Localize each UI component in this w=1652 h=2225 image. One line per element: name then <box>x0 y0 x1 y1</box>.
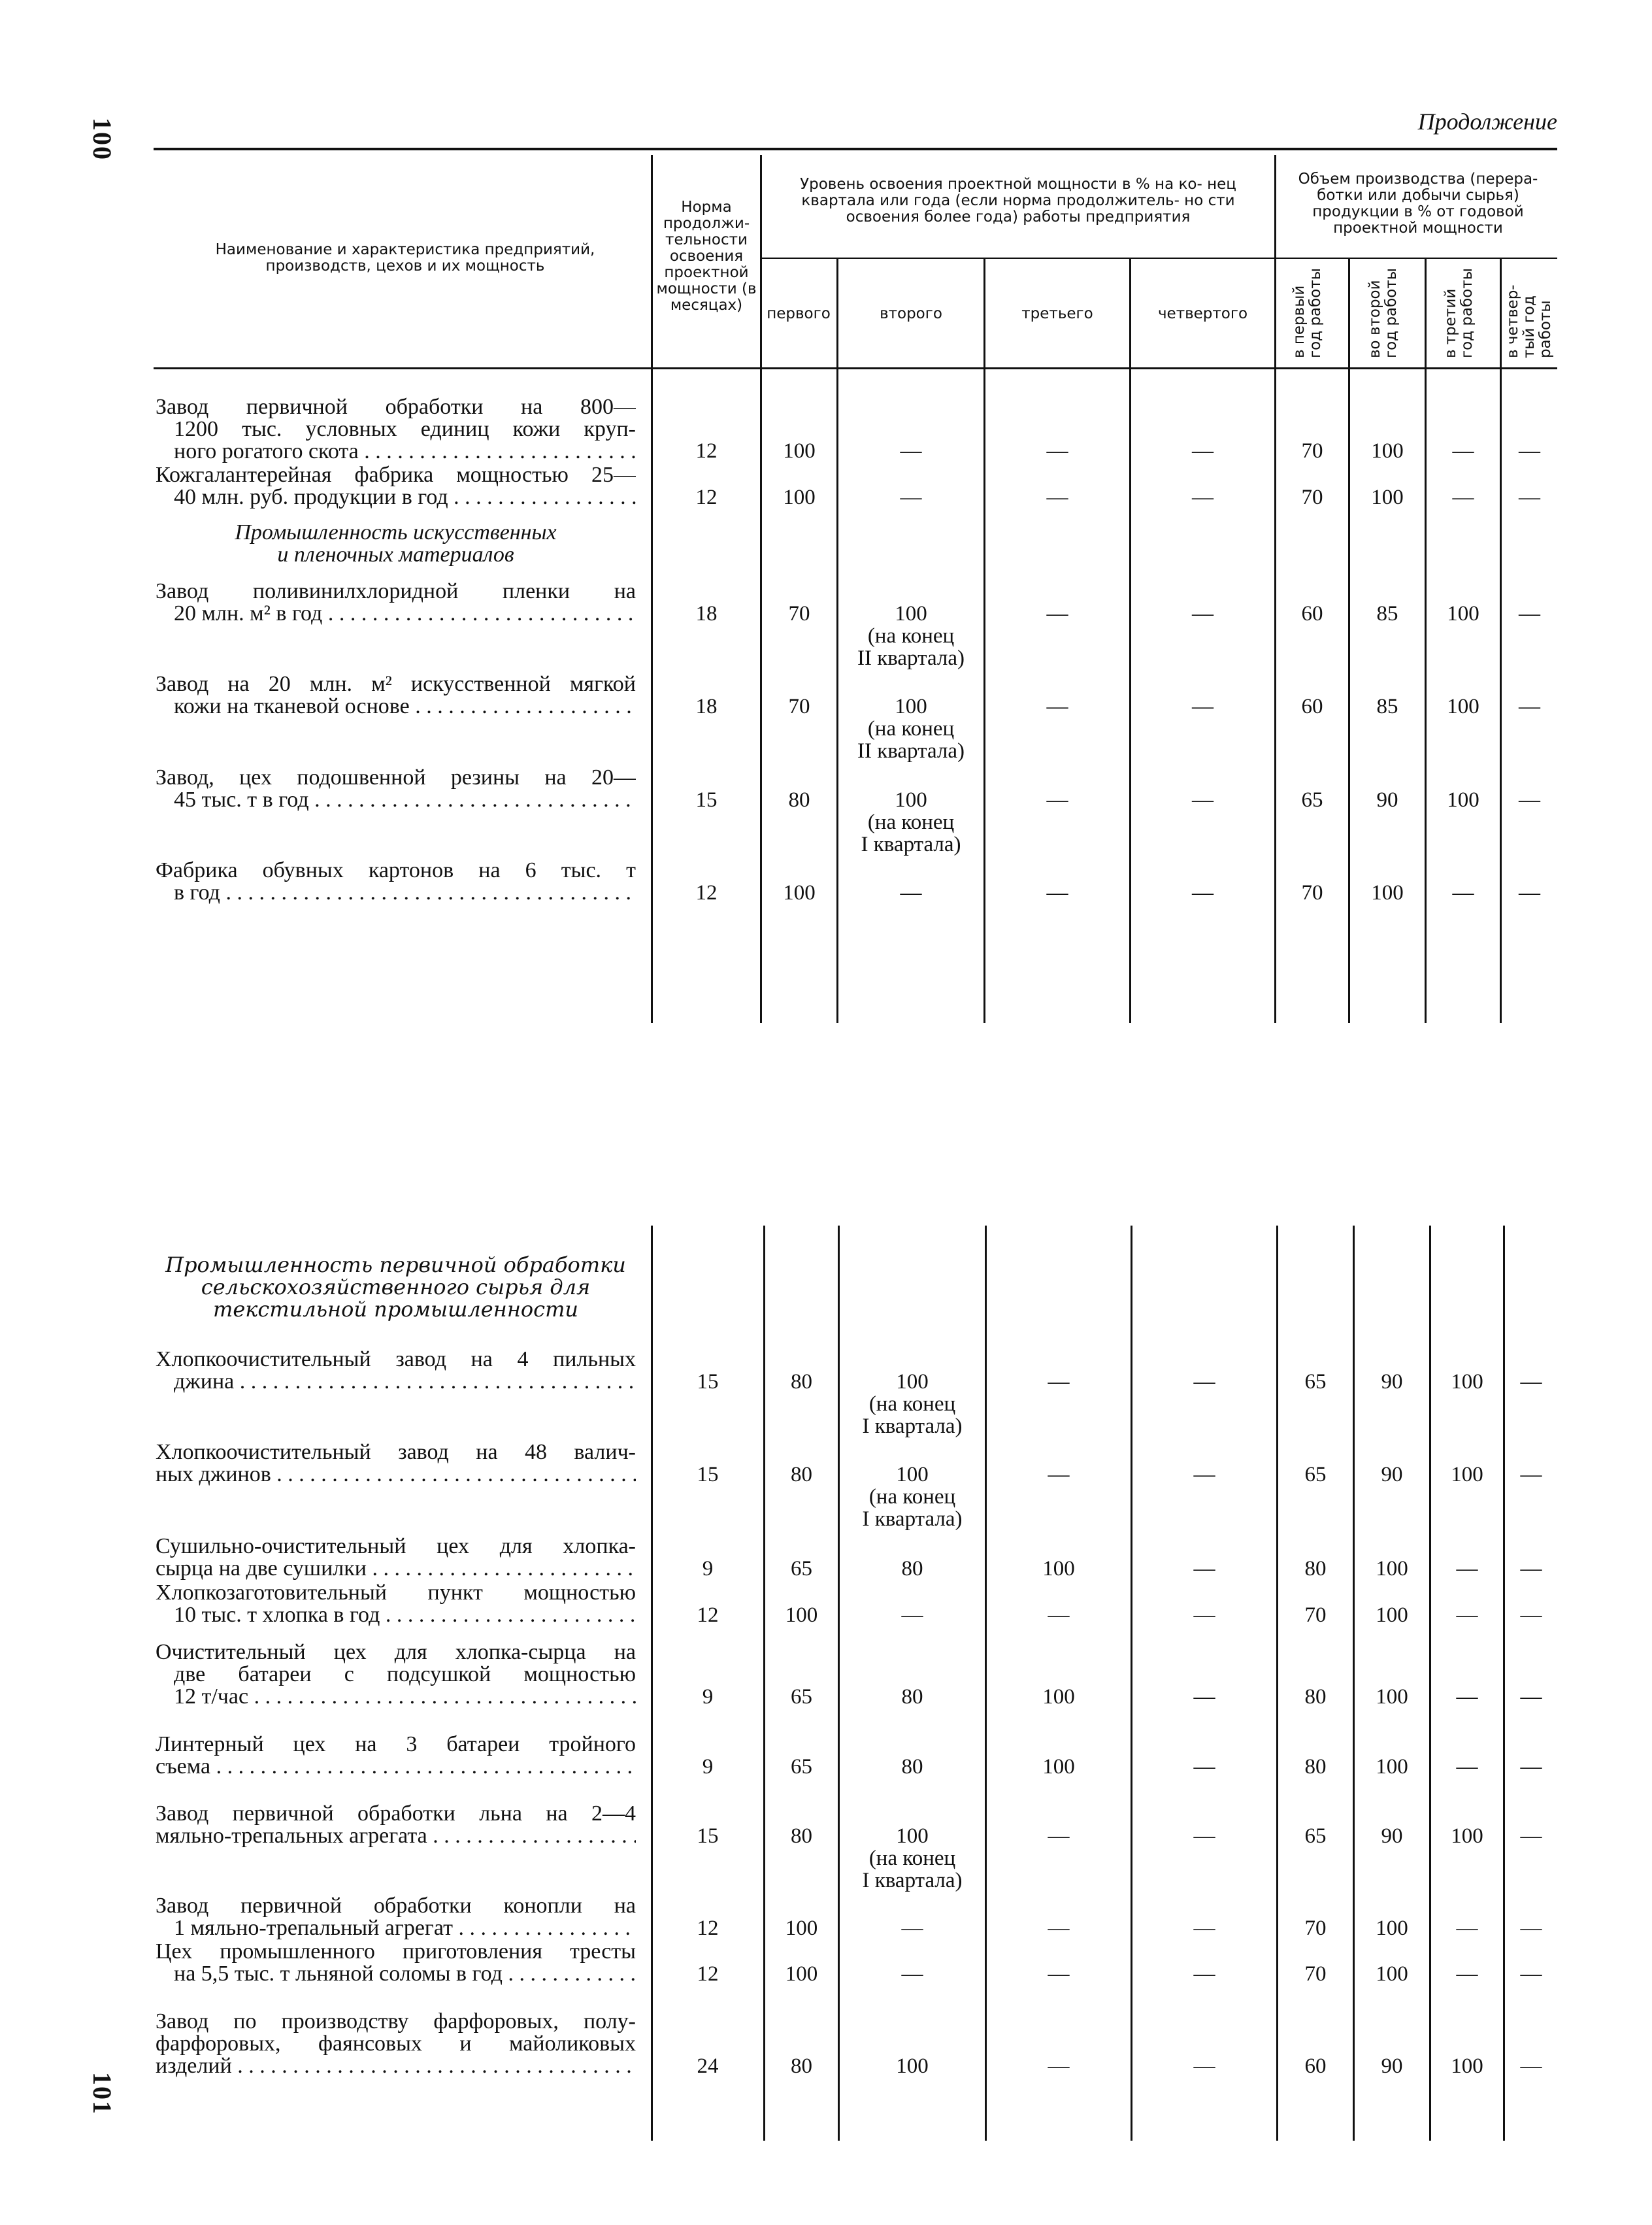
cell-q1: 100 <box>783 439 816 463</box>
header-name-column: Наименование и характеристика предприятий, производств, цехов и их мощность <box>215 241 595 275</box>
section-title-line: Промышленность первичной обработки <box>165 1252 626 1277</box>
section-title-line: Промышленность искусственных <box>235 520 557 544</box>
cell-norm: 12 <box>697 1962 719 1986</box>
cell-y3: 100 <box>1451 2054 1483 2078</box>
row-name-line: 12 т/час . . . <box>156 1686 636 1708</box>
row-name-line: 40 млн. руб. продукции в год . . . <box>156 486 636 509</box>
cell-q3: — <box>1048 1824 1070 1848</box>
cell-q1: 100 <box>785 1916 818 1940</box>
row-name-line: Хлопкозаготовительный пункт мощностью <box>156 1582 636 1604</box>
cell-q4: — <box>1193 1685 1215 1709</box>
cell-y1: 65 <box>1304 1463 1327 1486</box>
cell-q3: — <box>1046 881 1068 905</box>
cell-q4: — <box>1193 1916 1215 1940</box>
cell-q2-line: (на конец <box>868 1847 956 1870</box>
row-name-line: Очистительный цех для хлопка-сырца на <box>156 1641 636 1664</box>
table-row-name <box>156 1641 636 1708</box>
cell-q4: — <box>1193 1755 1215 1779</box>
row-name-line: Завод по производству фарфоровых, полу- <box>156 2011 636 2033</box>
cell-q2: — <box>901 1603 923 1627</box>
cell-y3: — <box>1456 1755 1478 1779</box>
cell-q4: — <box>1193 1824 1215 1848</box>
cell-q1: 100 <box>785 1962 818 1986</box>
cell-norm: 18 <box>695 695 718 718</box>
cell-y3: — <box>1456 1685 1478 1709</box>
cell-q1: 65 <box>791 1685 812 1709</box>
header-col-divider <box>1425 258 1427 367</box>
row-name-line: 10 тыс. т хлопка в год . . . <box>156 1604 636 1626</box>
row-name-line: Хлопкоочистительный завод на 48 валич- <box>156 1441 636 1464</box>
row-name-line: мяльно-трепальных агрегата . . . <box>156 1825 636 1847</box>
cell-y4: — <box>1519 486 1540 509</box>
header-bottom-rule <box>154 367 1557 369</box>
cell-y1: 60 <box>1304 2054 1327 2078</box>
header-col-divider <box>1348 258 1350 367</box>
cell-q2-line: 100 <box>896 1824 929 1848</box>
row-name-line: джина . . . <box>156 1371 636 1393</box>
cell-q4: — <box>1192 695 1214 718</box>
body-col-divider <box>651 1226 653 2141</box>
cell-q3: — <box>1046 439 1068 463</box>
cell-norm: 15 <box>695 788 718 812</box>
cell-q2-line: (на конец <box>867 717 955 741</box>
row-name-line: 20 млн. м² в год . . . <box>156 603 636 625</box>
cell-y3: 100 <box>1447 788 1479 812</box>
body-col-divider <box>1353 1226 1355 2141</box>
cell-y2: 85 <box>1376 695 1398 718</box>
page-number-bottom: 101 <box>88 2072 117 2115</box>
cell-q3: 100 <box>1042 1755 1075 1779</box>
cell-q1: 70 <box>788 602 810 626</box>
section-title <box>156 1254 636 1320</box>
cell-y1: 70 <box>1301 881 1323 905</box>
cell-q2: — <box>900 439 922 463</box>
cell-y3: 100 <box>1447 602 1479 626</box>
row-name-line: Сушильно-очистительный цех для хлопка- <box>156 1535 636 1558</box>
table-row-name <box>156 1733 636 1778</box>
table-row-name <box>156 396 636 463</box>
cell-y4: — <box>1520 1557 1542 1581</box>
cell-q3: 100 <box>1042 1685 1075 1709</box>
volume-group-rule <box>1276 258 1557 259</box>
cell-y2: 100 <box>1371 439 1404 463</box>
cell-y3: 100 <box>1451 1370 1483 1394</box>
cell-y1: 70 <box>1304 1916 1327 1940</box>
cell-y4: — <box>1519 602 1540 626</box>
cell-y1: 60 <box>1301 695 1323 718</box>
cell-q2-line: (на конец <box>868 1485 956 1509</box>
cell-q4: — <box>1193 1370 1215 1394</box>
cell-y3: 100 <box>1447 695 1479 718</box>
table-row-name <box>156 860 636 904</box>
header-col-divider <box>651 155 653 367</box>
cell-y2: 90 <box>1376 788 1398 812</box>
cell-q4: — <box>1193 1603 1215 1627</box>
cell-q4: — <box>1192 602 1214 626</box>
row-name-line: две батареи с подсушкой мощностью <box>174 1664 636 1686</box>
table-row-name <box>156 673 636 718</box>
cell-norm: 9 <box>702 1755 714 1779</box>
table-row-name <box>156 580 636 625</box>
continuation-label: Продолжение <box>1417 109 1557 135</box>
cell-q3: 100 <box>1042 1557 1075 1581</box>
header-level-group: Уровень освоения проектной мощности в % на ко- нец квартала или года (если норма продолжитель- но сти освоения более года) работы предприятия <box>800 176 1236 226</box>
cell-q2-line: (на конец <box>868 1392 956 1416</box>
cell-norm: 15 <box>697 1370 719 1394</box>
cell-norm: 12 <box>695 881 718 905</box>
row-name-line: на 5,5 тыс. т льняной соломы в год . . . <box>156 1963 636 1985</box>
cell-q2: — <box>901 1916 923 1940</box>
cell-norm: 9 <box>702 1557 714 1581</box>
cell-q2 <box>838 789 983 856</box>
cell-norm: 12 <box>697 1916 719 1940</box>
table-row-name <box>156 1941 636 1985</box>
cell-q3: — <box>1048 1463 1070 1486</box>
header-col-divider <box>760 155 762 367</box>
row-name-line: Завод поливинилхлоридной пленки на <box>156 580 636 603</box>
body-col-divider <box>1131 1226 1132 2141</box>
section-title-line: и пленочных материалов <box>277 543 514 567</box>
cell-q3: — <box>1048 2054 1070 2078</box>
table-row-name <box>156 464 636 509</box>
cell-y3: — <box>1456 1916 1478 1940</box>
cell-y4: — <box>1520 1962 1542 1986</box>
cell-q2-line: 100 <box>895 602 927 626</box>
row-name-line: кожи на тканевой основе . . . <box>156 695 636 718</box>
cell-q2 <box>838 603 983 669</box>
cell-q3: — <box>1048 1370 1070 1394</box>
table-row-name <box>156 1535 636 1580</box>
cell-q3: — <box>1048 1603 1070 1627</box>
cell-q2-line: II квартала) <box>857 646 965 670</box>
cell-q3: — <box>1046 695 1068 718</box>
cell-q2-line: 100 <box>895 695 927 718</box>
row-name-line: ного рогатого скота . . . <box>156 441 636 463</box>
row-name-line: в год . . . <box>156 882 636 904</box>
cell-y4: — <box>1520 1824 1542 1848</box>
cell-y3: 100 <box>1451 1463 1483 1486</box>
cell-q4: — <box>1192 788 1214 812</box>
cell-y1: 70 <box>1301 486 1323 509</box>
cell-q1: 80 <box>788 788 810 812</box>
cell-q2 <box>840 1825 985 1892</box>
cell-q4: — <box>1193 1463 1215 1486</box>
cell-q2 <box>840 1464 985 1530</box>
row-name-line: Кожгалантерейная фабрика мощностью 25— <box>156 464 636 486</box>
cell-norm: 15 <box>697 1824 719 1848</box>
cell-y2: 100 <box>1376 1755 1408 1779</box>
row-name-line: 1200 тыс. условных единиц кожи круп- <box>174 418 636 441</box>
cell-q2: 80 <box>901 1755 923 1779</box>
cell-y2: 90 <box>1381 1463 1403 1486</box>
cell-y2: 100 <box>1371 881 1404 905</box>
cell-q2: — <box>901 1962 923 1986</box>
cell-y3: 100 <box>1451 1824 1483 1848</box>
cell-q4: — <box>1192 486 1214 509</box>
cell-q1: 100 <box>785 1603 818 1627</box>
row-name-line: фарфоровых, фаянсовых и майоликовых <box>156 2033 636 2055</box>
header-volume-y2: во второй год работы <box>1366 268 1400 358</box>
cell-y1: 80 <box>1304 1755 1327 1779</box>
cell-norm: 15 <box>697 1463 719 1486</box>
section-title-line: сельскохозяйственного сырья для <box>201 1275 591 1299</box>
header-volume-y4: в четвер- тый год работы <box>1504 284 1554 358</box>
cell-q1: 80 <box>791 1824 812 1848</box>
cell-q1: 80 <box>791 1370 812 1394</box>
cell-q4: — <box>1192 439 1214 463</box>
row-name-line: сырца на две сушилки . . . <box>156 1558 636 1580</box>
cell-q2-line: I квартала) <box>862 1507 963 1531</box>
level-group-rule <box>761 258 1276 259</box>
row-name-line: съема . . . <box>156 1756 636 1778</box>
cell-q2-line: II квартала) <box>857 739 965 763</box>
cell-q2: 80 <box>901 1685 923 1709</box>
row-name-line: Завод первичной обработки конопли на <box>156 1895 636 1917</box>
table-row-name <box>156 1348 636 1393</box>
header-volume-group: Объем производства (перера- ботки или добычи сырья) продукции в % от годовой проектной мощности <box>1298 171 1538 237</box>
cell-y4: — <box>1520 1603 1542 1627</box>
row-name-line: Цех промышленного приготовления тресты <box>156 1941 636 1963</box>
cell-y2: 100 <box>1376 1962 1408 1986</box>
cell-q3: — <box>1046 788 1068 812</box>
cell-q3: — <box>1048 1916 1070 1940</box>
cell-y2: 100 <box>1376 1557 1408 1581</box>
row-name-line: Завод первичной обработки на 800— <box>156 396 636 418</box>
table-row-name <box>156 1441 636 1486</box>
cell-norm: 12 <box>695 486 718 509</box>
row-name-line: ных джинов . . . <box>156 1464 636 1486</box>
cell-q2 <box>840 1371 985 1437</box>
cell-y3: — <box>1456 1557 1478 1581</box>
cell-q2-line: 100 <box>895 788 927 812</box>
body-col-divider <box>763 1226 765 2141</box>
cell-y2: 90 <box>1381 1370 1403 1394</box>
cell-q1: 65 <box>791 1755 812 1779</box>
cell-q1: 80 <box>791 2054 812 2078</box>
table-row-name <box>156 1803 636 1847</box>
cell-y2: 90 <box>1381 1824 1403 1848</box>
body-col-divider <box>838 1226 840 2141</box>
header-level-q3: третьего <box>1021 305 1093 322</box>
cell-y1: 70 <box>1304 1962 1327 1986</box>
cell-y4: — <box>1519 439 1540 463</box>
cell-q2: — <box>900 486 922 509</box>
cell-y1: 65 <box>1304 1370 1327 1394</box>
cell-q4: — <box>1193 1557 1215 1581</box>
cell-q1: 100 <box>783 486 816 509</box>
cell-y3: — <box>1452 881 1474 905</box>
cell-y3: — <box>1456 1962 1478 1986</box>
cell-y1: 65 <box>1304 1824 1327 1848</box>
cell-y1: 60 <box>1301 602 1323 626</box>
cell-y4: — <box>1520 1463 1542 1486</box>
body-col-divider <box>1503 1226 1505 2141</box>
page-number-top: 100 <box>88 118 117 161</box>
cell-q1: 100 <box>783 881 816 905</box>
header-level-q4: четвертого <box>1157 305 1248 322</box>
cell-q4: — <box>1192 881 1214 905</box>
cell-y4: — <box>1520 1916 1542 1940</box>
section-title-line: текстильной промышленности <box>212 1297 579 1322</box>
cell-q2: 100 <box>896 2054 929 2078</box>
header-volume-y1: в первый год работы <box>1291 268 1324 358</box>
cell-y1: 65 <box>1301 788 1323 812</box>
table-row-name <box>156 767 636 811</box>
header-level-q2: второго <box>880 305 942 322</box>
cell-q2-line: (на конец <box>867 811 955 834</box>
cell-y4: — <box>1519 788 1540 812</box>
cell-y2: 90 <box>1381 2054 1403 2078</box>
cell-y4: — <box>1520 1685 1542 1709</box>
cell-norm: 24 <box>697 2054 719 2078</box>
cell-y1: 70 <box>1304 1603 1327 1627</box>
cell-y2: 100 <box>1371 486 1404 509</box>
body-col-divider <box>1276 1226 1278 2141</box>
header-norm-column: Норма продолжи- тельности освоения проектной мощности (в месяцах) <box>656 199 757 314</box>
body-col-divider <box>651 369 653 1023</box>
cell-y4: — <box>1519 881 1540 905</box>
cell-y2: 100 <box>1376 1603 1408 1627</box>
cell-y4: — <box>1520 1370 1542 1394</box>
cell-q2-line: I квартала) <box>862 1414 963 1438</box>
row-name-line: 45 тыс. т в год . . . <box>156 789 636 811</box>
cell-y1: 70 <box>1301 439 1323 463</box>
cell-y2: 100 <box>1376 1685 1408 1709</box>
cell-y2: 85 <box>1376 602 1398 626</box>
table-row-name <box>156 1895 636 1939</box>
row-name-line: Линтерный цех на 3 батареи тройного <box>156 1733 636 1756</box>
cell-q1: 80 <box>791 1463 812 1486</box>
cell-q2-line: I квартала) <box>862 1869 963 1892</box>
header-col-divider <box>1500 258 1502 367</box>
header-volume-y3: в третий год работы <box>1442 268 1476 358</box>
section-title <box>156 522 636 566</box>
cell-norm: 12 <box>695 439 718 463</box>
row-name-line: Завод первичной обработки льна на 2—4 <box>156 1803 636 1825</box>
cell-q4: — <box>1193 2054 1215 2078</box>
cell-q2: — <box>900 881 922 905</box>
cell-q2: 80 <box>901 1557 923 1581</box>
cell-q2-line: 100 <box>896 1370 929 1394</box>
cell-y2: 100 <box>1376 1916 1408 1940</box>
cell-y4: — <box>1520 1755 1542 1779</box>
cell-q2 <box>838 695 983 762</box>
cell-norm: 12 <box>697 1603 719 1627</box>
row-name-line: изделий . . . <box>156 2055 636 2077</box>
row-name-line: Завод на 20 млн. м² искусственной мягкой <box>156 673 636 695</box>
cell-y4: — <box>1520 2054 1542 2078</box>
cell-q3: — <box>1046 602 1068 626</box>
header-level-q1: первого <box>767 305 831 322</box>
body-col-divider <box>985 1226 987 2141</box>
cell-q2-line: I квартала) <box>861 833 961 856</box>
cell-q3: — <box>1046 486 1068 509</box>
cell-q4: — <box>1193 1962 1215 1986</box>
cell-q2-line: (на конец <box>867 624 955 648</box>
cell-norm: 18 <box>695 602 718 626</box>
cell-y3: — <box>1452 439 1474 463</box>
cell-q1: 65 <box>791 1557 812 1581</box>
body-col-divider <box>1429 1226 1431 2141</box>
table-row-name <box>156 2011 636 2077</box>
cell-q1: 70 <box>788 695 810 718</box>
row-name-line: 1 мяльно-трепальный агрегат . . . <box>156 1917 636 1939</box>
cell-y1: 80 <box>1304 1685 1327 1709</box>
cell-y4: — <box>1519 695 1540 718</box>
row-name-line: Фабрика обувных картонов на 6 тыс. т <box>156 860 636 882</box>
table-row-name <box>156 1582 636 1626</box>
top-rule <box>154 148 1557 150</box>
cell-q3: — <box>1048 1962 1070 1986</box>
cell-y3: — <box>1456 1603 1478 1627</box>
cell-y1: 80 <box>1304 1557 1327 1581</box>
row-name-line: Хлопкоочистительный завод на 4 пильных <box>156 1348 636 1371</box>
cell-y3: — <box>1452 486 1474 509</box>
cell-q2-line: 100 <box>896 1463 929 1486</box>
cell-norm: 9 <box>702 1685 714 1709</box>
header-col-divider <box>1274 155 1276 367</box>
row-name-line: Завод, цех подошвенной резины на 20— <box>156 767 636 789</box>
